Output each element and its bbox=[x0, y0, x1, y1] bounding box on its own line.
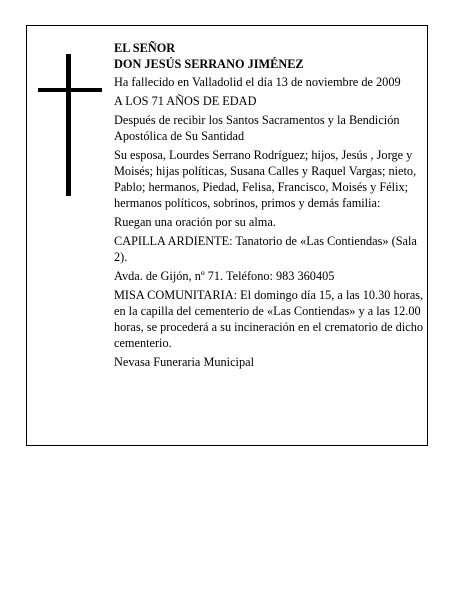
address-phone: Avda. de Gijón, nº 71. Teléfono: 983 360405 bbox=[114, 269, 335, 283]
cross-vertical-bar bbox=[66, 54, 71, 196]
mass-info: MISA COMUNITARIA: El domingo día 15, a las 10.30 horas, en la capilla del cementerio de «Las Contiendas» y a las 12.00 horas, se procederá a su incineración en el crematorio de dicho cementerio. bbox=[114, 288, 424, 350]
obituary-text bbox=[114, 40, 424, 373]
deceased-name: DON JESÚS SERRANO JIMÉNEZ bbox=[114, 57, 304, 71]
cross-icon bbox=[38, 54, 102, 196]
prayer-request: Ruegan una oración por su alma. bbox=[114, 215, 276, 229]
age-statement: A LOS 71 AÑOS DE EDAD bbox=[114, 94, 257, 108]
deceased-title: EL SEÑOR bbox=[114, 41, 176, 55]
family-list: Su esposa, Lourdes Serrano Rodríguez; hijos, Jesús , Jorge y Moisés; hijas políticas, Susana Calles y Raquel Vargas; nieto, Pablo; hermanos, Piedad, Felisa, Francisco, Moisés y Félix; hermanos políticos, sobrinos, primos y demás familia: bbox=[114, 148, 417, 210]
sacraments-statement: Después de recibir los Santos Sacramentos y la Bendición Apostólica de Su Santidad bbox=[114, 113, 400, 143]
funeral-home: Nevasa Funeraria Municipal bbox=[114, 355, 254, 369]
cross-horizontal-bar bbox=[38, 88, 102, 92]
chapel-info: CAPILLA ARDIENTE: Tanatorio de «Las Contiendas» (Sala 2). bbox=[114, 234, 417, 264]
death-statement: Ha fallecido en Valladolid el día 13 de noviembre de 2009 bbox=[114, 75, 401, 89]
